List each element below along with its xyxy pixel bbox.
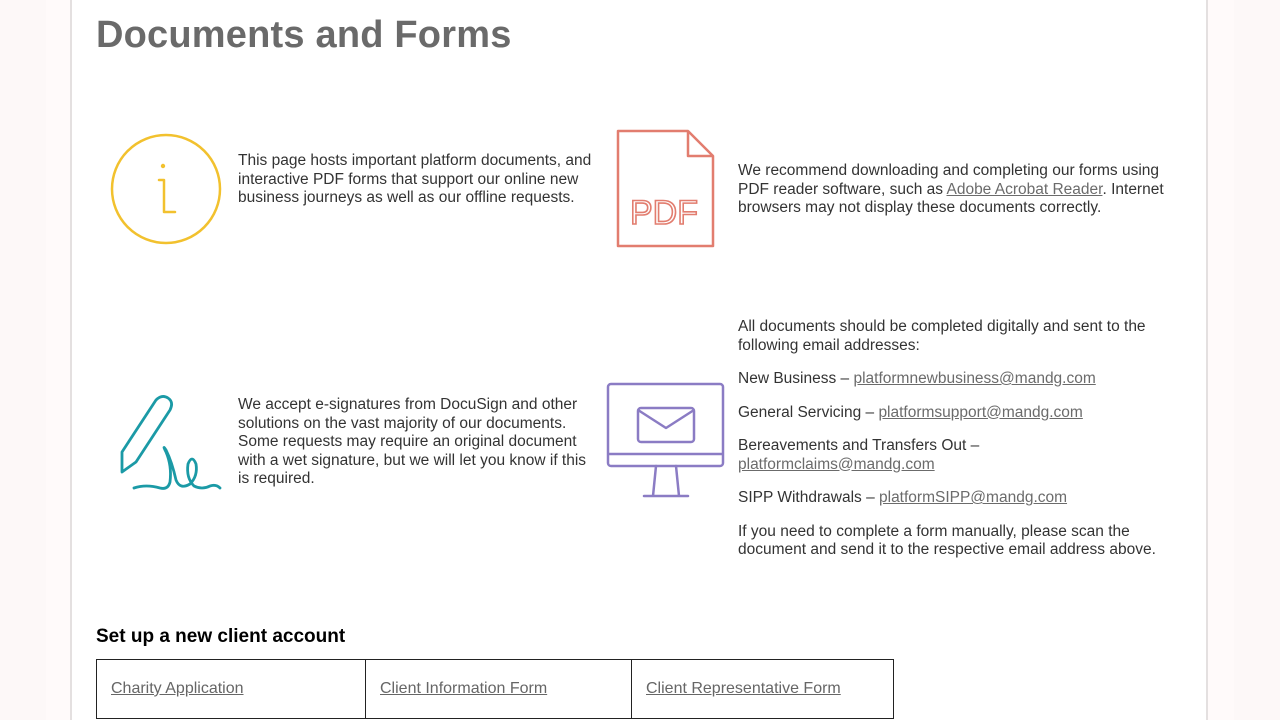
- email-servicing: [738, 404, 1188, 423]
- email-sipp: [738, 489, 1188, 508]
- pdf-file-icon: [616, 129, 716, 249]
- bereavements-label: Bereavements and Transfers Out –: [738, 437, 980, 454]
- sipp-label: SIPP Withdrawals –: [738, 489, 879, 506]
- esign-paragraph: We accept e-signatures from DocuSign and other solutions on the vast majority of our documents. Some requests may require an original document with a wet signature, but we will let you know if this is required.: [238, 396, 587, 487]
- table-row: [97, 660, 894, 719]
- client-information-form-link[interactable]: Client Information Form: [380, 680, 548, 697]
- info-paragraph: This page hosts important platform documents, and interactive PDF forms that support our online new business journeys as well as our offline requests.: [238, 152, 592, 206]
- table-cell: [632, 660, 894, 719]
- sipp-email-link[interactable]: platformSIPP@mandg.com: [879, 489, 1068, 506]
- adobe-reader-link[interactable]: Adobe Acrobat Reader: [946, 180, 1103, 198]
- new-business-email-link[interactable]: platformnewbusiness@mandg.com: [853, 370, 1096, 387]
- table-cell: [366, 660, 632, 719]
- charity-application-link[interactable]: Charity Application: [111, 680, 244, 697]
- new-business-label: New Business –: [738, 370, 854, 387]
- table-cell: [97, 660, 366, 719]
- pdf-text: [738, 162, 1188, 218]
- pdf-text-after: . Internet browsers may not display these documents correctly.: [738, 180, 1164, 216]
- esign-text: [238, 396, 600, 489]
- client-forms-table: [96, 659, 894, 719]
- pdf-icon-label: PDF: [630, 194, 698, 232]
- signature-icon: [116, 392, 226, 494]
- info-icon: [109, 132, 223, 246]
- pdf-paragraph: [738, 162, 1188, 218]
- info-text: [238, 152, 598, 208]
- email-outro: If you need to complete a form manually, please scan the document and send it to the respective email address above.: [738, 522, 1156, 558]
- email-new-business: [738, 370, 1188, 389]
- servicing-email-link[interactable]: platformsupport@mandg.com: [878, 403, 1083, 421]
- email-contacts: [738, 318, 1188, 575]
- pdf-text-before: We recommend downloading and completing our forms using PDF reader software, such as: [738, 162, 1160, 198]
- section-heading-client-account: Set up a new client account: [96, 626, 346, 647]
- page-title: Documents and Forms: [96, 14, 512, 56]
- servicing-label: General Servicing –: [738, 403, 879, 421]
- client-representative-form-link[interactable]: Client Representative Form: [646, 680, 841, 697]
- email-bereavements: [738, 437, 1188, 474]
- email-intro: All documents should be completed digitally and sent to the following email addresses:: [738, 318, 1146, 354]
- bereavements-email-link[interactable]: platformclaims@mandg.com: [738, 455, 935, 473]
- monitor-email-icon: [606, 382, 726, 502]
